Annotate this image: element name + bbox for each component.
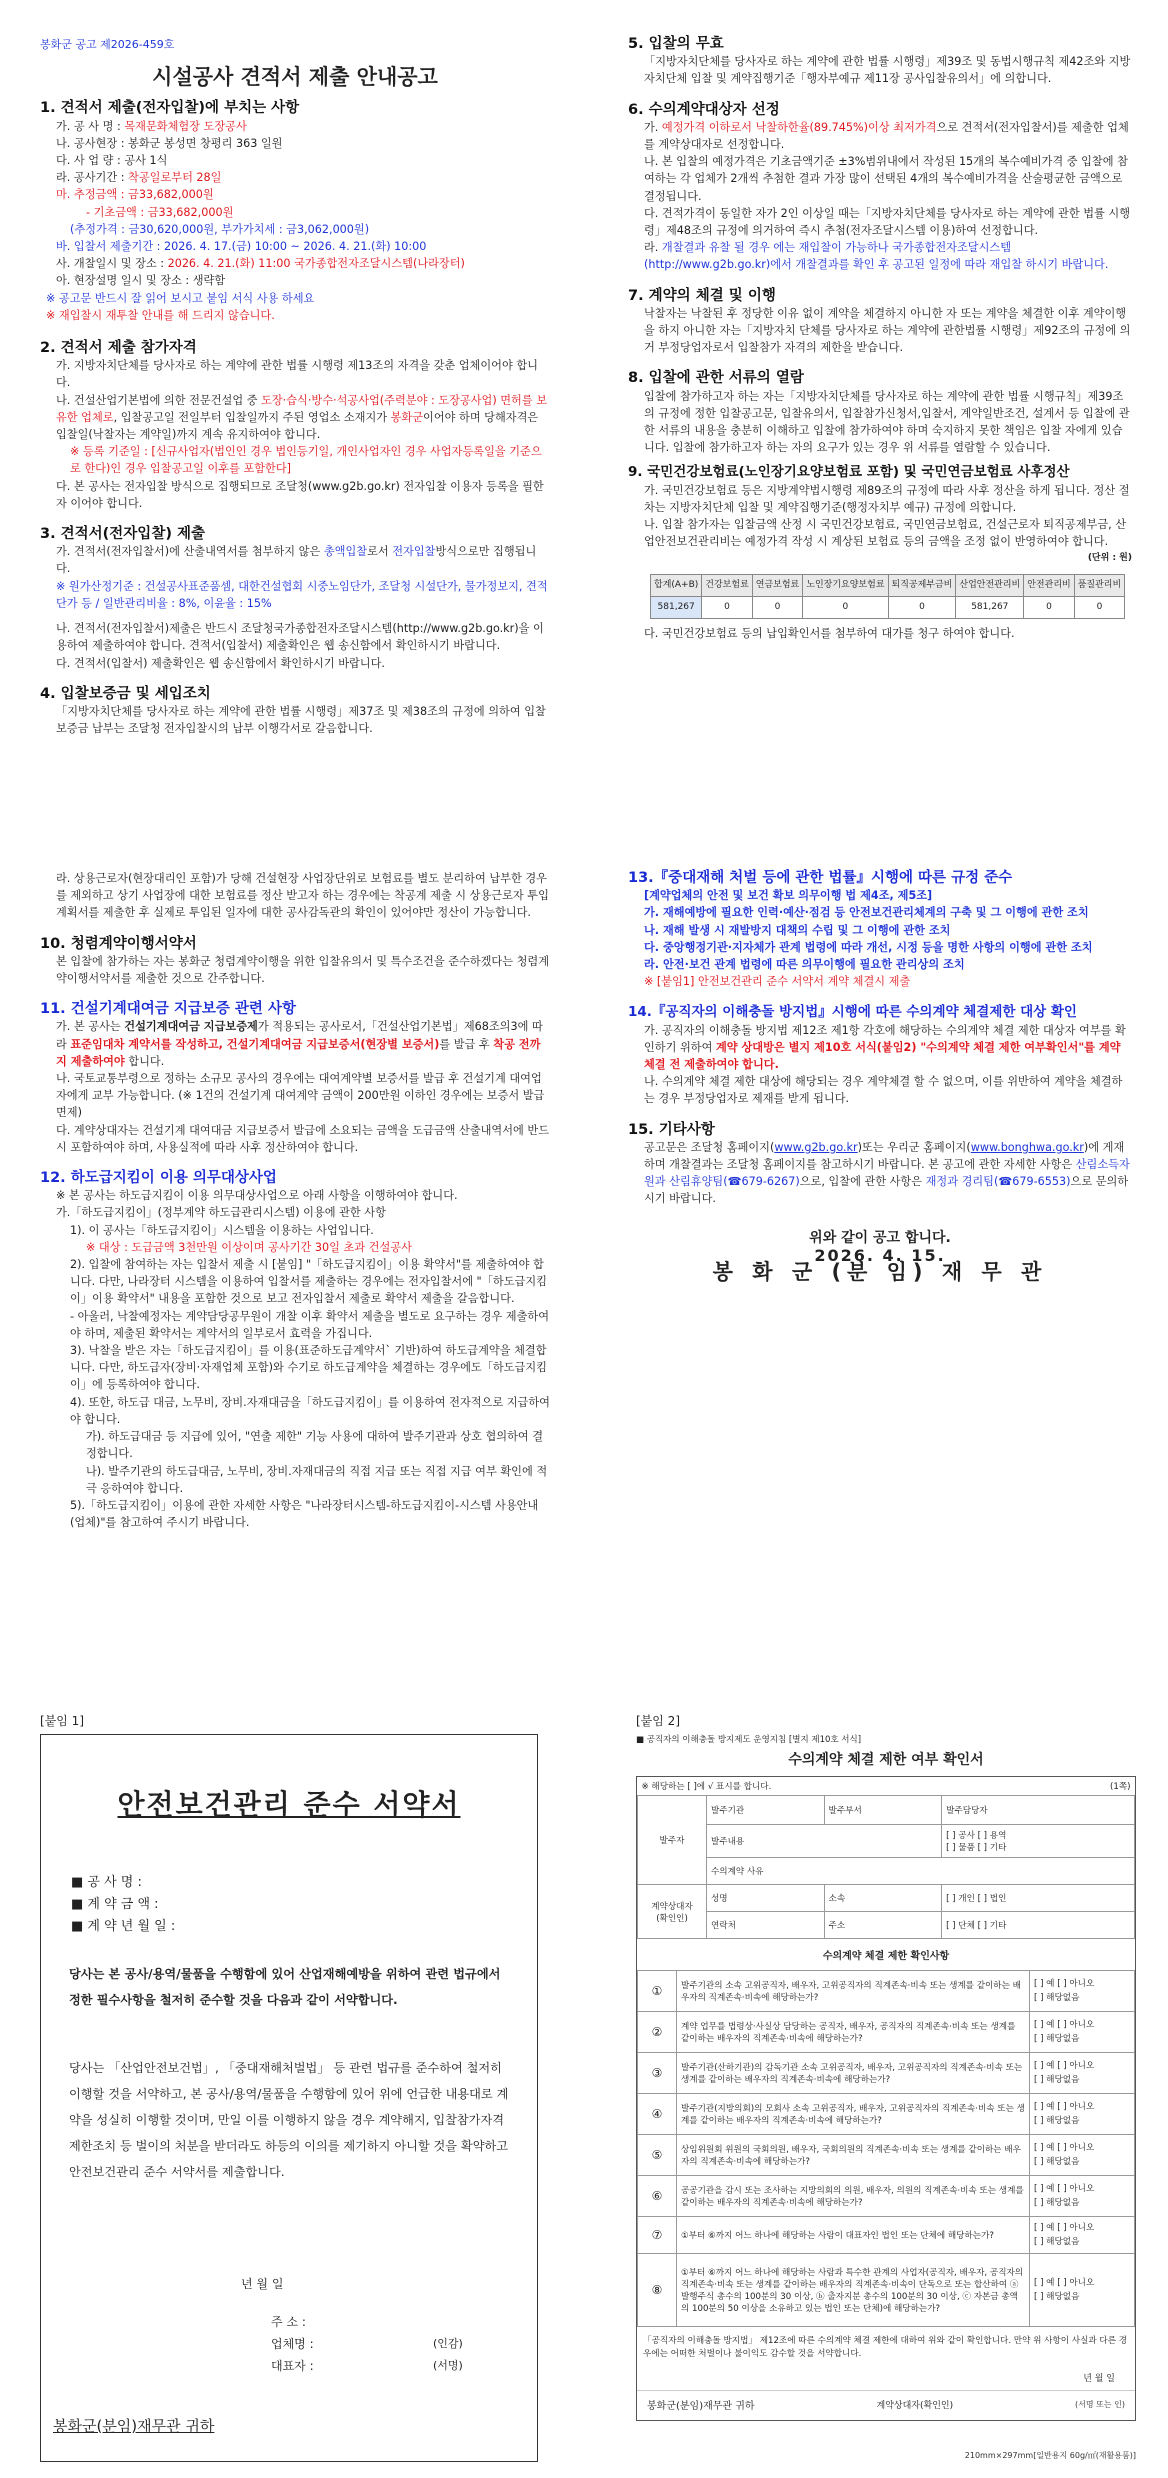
item-text: ①부터 ⑥까지 어느 하나에 해당하는 사람과 특수한 관계의 사업자(공직자, 배우자, 공직자의 직계존속·비속 또는 생계를 같이하는 배우자의 직계존속·비속이 단독으로 또는 합산하여 ⓐ 발행주식 총수의 100분의 30 이상, ⓑ 출자지분 총수의 100분의 30 이상, ⓒ 자본금 총액의 100분의 50 이상을 소유하고 있는 법인 또는 단체)에 해당하는가? [677, 2254, 1030, 2327]
form-header-table [637, 1777, 1135, 1939]
table-cell: 0 [702, 596, 752, 618]
s3-b: 나. 견적서(전자입찰서)제출은 반드시 조달청국가종합전자조달시스템(http://www.g2b.go.kr)을 이용하여 제출하여야 합니다. 견적서(입찰서) 제출확인은 웹 송신함에서 확인하시기 바랍니다. [56, 622, 544, 653]
s1-project-name: 가. 공 사 명 : 목재문화체험장 도장공사 [56, 119, 247, 133]
field-project-name: ■ 공 사 명 : [71, 1875, 142, 1890]
s12-4-ga: 가). 하도급대금 등 지급에 있어, "연출 제한" 기능 사용에 대하여 발주기관과 상호 협의하여 결정합니다. [86, 1430, 544, 1461]
form-recipient: 봉화군(분임)재무관 귀하 [647, 2401, 755, 2412]
table-header-cell: 품질관리비 [1074, 574, 1124, 596]
form-date-line: 년 월 일 [1083, 2374, 1115, 2384]
item-checks[interactable]: [ ] 예 [ ] 아니오 [ ] 해당없음 [1030, 2094, 1135, 2135]
item-checks[interactable]: [ ] 예 [ ] 아니오 [ ] 해당없음 [1030, 2176, 1135, 2217]
section-13-heading: 13.『중대재해 처벌 등에 관한 법률』시행에 따른 규정 준수 [628, 870, 1013, 886]
s2-c: 다. 본 공사는 전자입찰 방식으로 집행되므로 조달청(www.g2b.go.kr) 전자입찰 이용자 등록을 필한 자 이어야 합니다. [56, 479, 544, 510]
s11-a: 가. 본 공사는 건설기계대여금 지급보증제가 적용되는 공사로서,「건설산업기본법」제68조의3에 따라 표준임대차 계약서를 작성하고, 건설기계대여금 지급보증서(현장별 보증서)를 발급 후 착공 전까지 제출하여야 합니다. [56, 1020, 543, 1068]
sign-mark: (서명) [433, 2359, 463, 2372]
insurance-table-header [651, 574, 1125, 596]
s6-b: 나. 본 입찰의 예정가격은 기초금액기준 ±3%범위내에서 작성된 15개의 복수예비가격 중 입찰에 참여하는 각 업체가 2개씩 추첨한 결과 가장 많이 선택된 4개의 복수예비가격을 산술평균한 금액으로 결정됩니다. [644, 155, 1128, 203]
attachment-1-label: [붙임 1] [40, 1714, 84, 1728]
paper-size: 210mm×297mm[일반용지 60g/㎡(재활용품)] [964, 2451, 1136, 2460]
announce-date: 2026. 4. 15. [814, 1245, 946, 1265]
insurance-table-row [651, 596, 1125, 618]
s4-body: 「지방자치단체를 당사자로 하는 계약에 관한 법률 시행령」제37조 및 제38조의 규정에 의하여 입찰보증금 납부는 조달청 전자입찰시의 납부 이행각서로 갈음합니다. [56, 704, 546, 736]
s1-note-forms: ※ 공고문 반드시 잘 읽어 보시고 붙임 서식 사용 하세요 [46, 291, 315, 305]
section-5-heading: 5. 입찰의 무효 [628, 36, 724, 52]
item-text: 공공기관을 감시 또는 조사하는 지방의회의 의원, 배우자, 의원의 직계존속·비속 또는 생계를 같이하는 배우자의 직계존속·비속에 해당하는가? [677, 2176, 1030, 2217]
section-6-heading: 6. 수의계약대상자 선정 [628, 101, 780, 118]
s3-note: ※ 원가산정기준 : 건설공사표준품셈, 대한건설협회 시중노임단가, 조달청 시설단가, 물가정보지, 견적단가 등 / 일반관리비율 : 8%, 이윤율 : 15% [56, 579, 548, 610]
s7-body: 낙찰자는 낙찰된 후 정당한 이유 없이 계약을 체결하지 아니한 자 또는 계약을 체결한 이후 계약이행을 하지 아니한 자는「지방자치 단체를 당사자로 하는 계약에 관한법률 시행령」제92조의 규정에 의거 부정당업자로서 입찰참가 자격의 제한을 받습니다. [644, 306, 1131, 355]
s12-ga: 가.「하도급지킴이」(정부계약 하도급관리시스템) 이용에 관한 사항 [56, 1206, 386, 1220]
item-number: ⑧ [638, 2254, 677, 2327]
table-header-cell: 노인장기요양보험료 [803, 574, 888, 596]
s13-da: 다. 중앙행정기관·지자체가 관계 법령에 따라 개선, 시정 등을 명한 사항의 이행에 관한 조치 [644, 940, 1093, 954]
safety-pledge-form [40, 1734, 538, 2462]
s12-1-note: ※ 대상 : 도급금액 3천만원 이상이며 공사기간 30일 초과 건설공사 [86, 1240, 412, 1254]
s13-ga: 가. 재해예방에 필요한 인력·예산·점검 등 안전보건관리체계의 구축 및 그 이행에 관한 조치 [644, 906, 1089, 920]
contractor-type-checks-2[interactable]: [ ] 단체 [ ] 기타 [942, 1912, 1135, 1939]
s1-site-briefing: 아. 현장설명 일시 및 장소 : 생략함 [56, 274, 226, 288]
page2-left-column [40, 870, 550, 1531]
item-text: 계약 업무를 법령상·사실상 담당하는 공직자, 배우자, 공직자의 직계존속·비속 또는 생계를 같이하는 배우자의 직계존속·비속에 해당하는가? [677, 2012, 1030, 2053]
s9-unit: (단위 : 원) [1087, 553, 1132, 564]
s1-estimate-detail: (추정가격 : 금30,620,000원, 부가가치세 : 금3,062,000원) [70, 222, 370, 236]
page-title: 시설공사 견적서 제출 안내공고 [152, 65, 438, 90]
field-contract-amount: ■ 계 약 금 액 : [71, 1897, 159, 1912]
form-footer [637, 2390, 1135, 2420]
item-number: ③ [638, 2053, 677, 2094]
s12-1: 1). 이 공사는「하도급지킴이」시스템을 이용하는 사업입니다. [70, 1223, 374, 1237]
page2-right-column [628, 870, 1132, 1285]
check-item [638, 2012, 1135, 2053]
s9-d: 라. 상용근로자(현장대리인 포함)가 당해 건설현장 사업장단위로 보험료를 별도 분리하여 납부한 경우를 제외하고 상기 사업장에 대한 보험료를 정산 받고자 하는 경우에는 착공계 제출 시 상용근로자 투입계획서를 제출한 후 실제로 투입된 일자에 대한 공사감독관의 확인이 있어야만 정산이 가능합니다. [56, 872, 549, 920]
item-number: ① [638, 1971, 677, 2012]
section-3-heading: 3. 견적서(전자입찰) 제출 [40, 526, 206, 543]
s11-c: 다. 계약상대자는 건설기계 대여대금 지급보증서 발급에 소요되는 금액을 도급금액 산출내역서에 반드시 포함하여야 하며, 사용실적에 따라 사후 정산하여야 합니다. [56, 1123, 550, 1154]
section-1-heading: 1. 견적서 제출(전자입찰)에 부치는 사항 [40, 100, 300, 117]
table-header-cell: 퇴직공제부금비 [888, 574, 956, 596]
section-9-heading: 9. 국민건강보험료(노인장기요양보험료 포함) 및 국민연금보험료 사후정산 [628, 464, 1070, 481]
orderer-row-3 [638, 1858, 1135, 1885]
item-text: ①부터 ⑥까지 어느 하나에 해당하는 사람이 대표자인 법인 또는 단체에 해당하는가? [677, 2217, 1030, 2254]
s2-a: 가. 지방자치단체를 당사자로 하는 계약에 관한 법률 시행령 제13조의 자격을 갖춘 업체이어야 합니다. [56, 359, 538, 390]
section-8-heading: 8. 입찰에 관한 서류의 열람 [628, 370, 804, 387]
contractor-row-2 [638, 1912, 1135, 1939]
attachment-2-label: [붙임 2] [636, 1714, 680, 1728]
item-number: ⑦ [638, 2217, 677, 2254]
check-item [638, 2094, 1135, 2135]
orderer-org: 발주기관 [707, 1796, 825, 1825]
signer-name: 봉 화 군 (분 임) 재 무 관 [712, 1260, 1048, 1285]
document-number: 봉화군 공고 제2026-459호 [40, 38, 175, 51]
form-reference: ■ 공직자의 이해충돌 방지제도 운영지침 [별지 제10호 서식] [636, 1735, 862, 1745]
s12-2: 2). 입찰에 참여하는 자는 입찰서 제출 시 [붙임] "「하도급지킴이」이용 확약서"를 제출하여야 합니다. 다만, 나라장터 시스템을 이용하여 입찰서를 제출하는 경우에는 전자입찰서에 "「하도급지킴이」이용 확약서" 내용을 포함한 것으로 보고 전자입찰서 제출로 확약서 제출을 갈음합니다. [70, 1258, 547, 1306]
contractor-name: 성명 [707, 1885, 825, 1912]
item-text: 발주기관(산하기관)의 감독기관 소속 고위공직자, 배우자, 고위공직자의 직계존속·비속 또는 생계를 같이하는 배우자의 직계존속·비속에 해당하는가? [677, 2053, 1030, 2094]
s2-note: ※ 등록 기준일 : [신규사업자(법인인 경우 법인등기일, 개인사업자인 경우 사업자등록일을 기준으로 한다)인 경우 입찰공고일 이후를 포함한다] [70, 445, 542, 476]
check-item [638, 2176, 1135, 2217]
item-number: ④ [638, 2094, 677, 2135]
pledge-representative: 대표자 : [271, 2359, 314, 2373]
form-sign-mark: (서명 또는 인) [1075, 2400, 1125, 2409]
section-2-heading: 2. 견적서 제출 참가자격 [40, 340, 197, 357]
s9-a: 가. 국민건강보험료 등은 지방계약법시행령 제89조의 규정에 따라 사후 정산을 하게 됩니다. 정산 절차는 지방자치단체 입찰 및 계약집행기준(행정자치부 예규) 규정에 의합니다. [644, 483, 1130, 514]
item-checks[interactable]: [ ] 예 [ ] 아니오 [ ] 해당없음 [1030, 2135, 1135, 2176]
s12-5: 5).「하도급지킴이」이용에 관한 자세한 사항은 "나라장터시스템-하도급지킴이-시스템 사용안내(업체)"를 참고하여 주시기 바랍니다. [70, 1498, 539, 1530]
table-header-cell: 안전관리비 [1024, 574, 1074, 596]
orderer-manager: 발주담당자 [942, 1796, 1135, 1825]
g2b-link[interactable]: www.g2b.go.kr [774, 1140, 858, 1154]
item-text: 발주기관의 소속 고위공직자, 배우자, 고위공직자의 직계존속·비속 또는 생계를 같이하는 배우자의 직계존속·비속에 해당하는가? [677, 1971, 1030, 2012]
table-header-cell: 산업안전관리비 [956, 574, 1024, 596]
item-checks[interactable]: [ ] 예 [ ] 아니오 [ ] 해당없음 [1030, 2012, 1135, 2053]
s9-c: 다. 국민건강보험료 등의 납입확인서를 첨부하여 대가를 청구 하여야 합니다. [644, 627, 1015, 641]
page-2 [0, 870, 1168, 1700]
page1-left-column [40, 36, 550, 737]
form-note-row [638, 1777, 1135, 1796]
s5-body: 「지방자치단체를 당사자로 하는 계약에 관한 법률 시행령」제39조 및 동법시행규칙 제42조와 지방자치단체 입찰 및 계약집행기준「행자부예규 제11장 공사입찰유의서」에 의합니다. [644, 55, 1131, 86]
attachment-1 [40, 1712, 540, 2472]
table-header-cell: 연금보험료 [752, 574, 802, 596]
s8-body: 입찰에 참가하고자 하는 자는「지방자치단체를 당사자로 하는 계약에 관한 법률 시행규칙」제39조의 규정에 정한 입찰공고문, 입찰유의서, 입찰참가신청서,입찰서, 계약일반조건, 설계서 등 입찰에 관한 서류의 내용을 충분히 이해하고 입찰에 참가하여야 하며 숙지하지 못한 책임은 입찰 자에게 있습니다. 입찰에 참가하고자 하는 자의 요구가 있는 경우 위 서류를 열람할 수 있습니다. [644, 389, 1130, 455]
pledge-recipient: 봉화군(분임)재무관 귀하 [53, 2417, 215, 2435]
s1-site: 나. 공사현장 : 봉화군 봉성면 창평리 363 일원 [56, 136, 283, 150]
section-10-heading: 10. 청렴계약이행서약서 [40, 935, 197, 952]
s1-base-amount: - 기초금액 : 금33,682,000원 [86, 205, 234, 219]
orderer-dept: 발주부서 [824, 1796, 942, 1825]
orderer-checks[interactable]: [ ] 공사 [ ] 용역 [ ] 물품 [ ] 기타 [942, 1825, 1135, 1858]
table-cell: 0 [1024, 596, 1074, 618]
table-cell: 581,267 [956, 596, 1024, 618]
contractor-address: 주소 [824, 1912, 942, 1939]
contractor-org: 소속 [824, 1885, 942, 1912]
check-item [638, 2053, 1135, 2094]
page1-right-column [628, 36, 1132, 642]
orderer-row-2 [638, 1825, 1135, 1858]
section-15-heading: 15. 기타사항 [628, 1121, 715, 1138]
item-text: 상임위원회 위원의 국회의원, 배우자, 국회의원의 직계존속·비속 또는 생계를 같이하는 배우자의 직계존속·비속에 해당하는가? [677, 2135, 1030, 2176]
s6-c: 다. 견적가격이 동일한 자가 2인 이상일 때는「지방자치단체를 당사자로 하는 계약에 관한 법률 시행령」제48조의 규정에 의거하여 즉시 추첨(전자조달시스템 이용)하여 선정합니다. [644, 206, 1131, 238]
contract-reason: 수의계약 사유 [707, 1858, 1135, 1885]
item-checks[interactable]: [ ] 예 [ ] 아니오 [ ] 해당없음 [1030, 2254, 1135, 2327]
s13-na: 나. 재해 발생 시 재발방지 대책의 수립 및 그 이행에 관한 조치 [644, 923, 951, 937]
check-items-table [637, 1970, 1135, 2327]
s6-a: 가. 예정가격 이하로서 낙찰하한율(89.745%)이상 최저가격으로 견적서(전자입찰서)를 제출한 업체를 계약상대자로 선정합니다. [644, 120, 1129, 152]
item-checks[interactable]: [ ] 예 [ ] 아니오 [ ] 해당없음 [1030, 2217, 1135, 2254]
pledge-paragraph-1: 당사는 본 공사/용역/물품을 수행함에 있어 산업재해예방을 위하여 관련 법규에서 정한 필수사항을 철저히 준수할 것을 다음과 같이 서약합니다. [69, 1967, 501, 2007]
form-note: ※ 해당하는 [ ]에 √ 표시를 합니다. [638, 1777, 942, 1796]
item-number: ② [638, 2012, 677, 2053]
table-cell: 581,267 [651, 596, 702, 618]
check-item [638, 2135, 1135, 2176]
s1-estimate: 마. 추정금액 : 금33,682,000원 [56, 188, 214, 202]
item-checks[interactable]: [ ] 예 [ ] 아니오 [ ] 해당없음 [1030, 1971, 1135, 2012]
s12-3: 3). 낙찰을 받은 자는「하도급지킴이」를 이용(표준하도급계약서` 기반)하여 하도급계약을 체결합니다. 다만, 하도급자(장비·자재업체 포함)와 수기로 하도급계약을 체결하는 경우에도「하도급지킴이」에 등록하여야 합니다. [70, 1344, 547, 1392]
s1-opening: 사. 개찰일시 및 장소 : 2026. 4. 21.(화) 11:00 국가종합전자조달시스템(나라장터) [56, 257, 465, 271]
s13-sub: [계약업체의 안전 및 보건 확보 의무이행 법 제4조, 제5조] [644, 889, 933, 903]
s13-note: ※ [붙임1] 안전보건관리 준수 서약서 계약 체결시 제출 [644, 975, 911, 989]
form-title: 수의계약 체결 제한 여부 확인서 [788, 1752, 984, 1768]
s3-c: 다. 견적서(입찰서) 제출확인은 웹 송신함에서 확인하시기 바랍니다. [56, 656, 385, 670]
check-item [638, 2254, 1135, 2327]
conflict-check-form [636, 1776, 1136, 2421]
closing-text: 위와 같이 공고 합니다. [809, 1229, 951, 1246]
table-cell: 0 [888, 596, 956, 618]
s12-note: ※ 본 공사는 하도급지킴이 이용 의무대상사업으로 아래 사항을 이행하여야 합니다. [56, 1189, 458, 1203]
s14-ga: 가. 공직자의 이해충돌 방지법 제12조 제1항 각호에 해당하는 수의계약 체결 제한 대상자 여부를 확인하기 위하여 계약 상대방은 별지 제10호 서식(붙임2) "수의계약 체결 제한 여부확인서"를 계약 체결 전 제출하여야 합니다. [644, 1023, 1126, 1072]
contractor-type-checks[interactable]: [ ] 개인 [ ] 법인 [942, 1885, 1135, 1912]
table-cell: 0 [752, 596, 802, 618]
item-text: 발주기관(지방의회)의 모회사 소속 고위공직자, 배우자, 고위공직자의 직계존속·비속 또는 생계를 같이하는 배우자의 직계존속·비속에 해당하는가? [677, 2094, 1030, 2135]
s1-quantity: 다. 사 업 량 : 공사 1식 [56, 154, 168, 168]
check-item [638, 1971, 1135, 2012]
s12-4-na: 나). 발주기관의 하도급대금, 노무비, 장비.자재대금의 직접 지급 또는 직접 지급 여부 확인에 적극 응하여야 합니다. [86, 1464, 548, 1495]
contractor-contact: 연락처 [707, 1912, 825, 1939]
table-header-cell: 합계(A+B) [651, 574, 702, 596]
s12-2b: - 아울러, 낙찰예정자는 계약담당공무원이 개찰 이후 확약서 제출을 별도로 요구하는 경우 제출하여야 하며, 제출된 확약서는 계약서의 일부로서 효력을 가집니다. [70, 1309, 549, 1340]
pledge-company: 업체명 : [271, 2337, 314, 2351]
s15-body: 공고문은 조달청 홈페이지(www.g2b.go.kr)또는 우리군 홈페이지(www.bonghwa.go.kr)에 게재하며 개찰결과는 조달청 홈페이지를 참고하시기 바랍니다. 본 공고에 관한 자세한 사항은 산림소득자원과 산림휴양팀(☎679-6267)으로, 입찰에 관한 사항은 재정과 경리팀(☎679-6553)으로 문의하시기 바랍니다. [644, 1140, 1130, 1206]
orderer-content: 발주내용 [707, 1825, 942, 1858]
field-contract-date: ■ 계 약 년 월 일 : [71, 1919, 176, 1934]
page-1 [0, 0, 1168, 870]
s14-na: 나. 수의계약 체결 제한 대상에 해당되는 경우 계약체결 할 수 없으며, 이를 위반하여 계약을 체결하는 경우 부정당업자로 제재를 받게 됩니다. [644, 1075, 1123, 1106]
section-11-heading: 11. 건설기계대여금 지급보증 관련 사항 [40, 1001, 296, 1018]
s12-4: 4). 또한, 하도급 대금, 노무비, 장비.자재대금을「하도급지킴이」를 이용하여 전자적으로 지급하여야 합니다. [70, 1395, 550, 1426]
check-section-title: 수의계약 체결 제한 확인사항 [822, 1951, 950, 1962]
section-7-heading: 7. 계약의 체결 및 이행 [628, 287, 776, 304]
s1-note-rebid: ※ 재입찰시 재투찰 안내를 해 드리지 않습니다. [46, 308, 275, 322]
form-signer: 계약상대자(확인인) [876, 2401, 954, 2411]
seal-mark: (인감) [433, 2337, 463, 2350]
contractor-label: 계약상대자 (확인인) [638, 1885, 707, 1939]
s1-bid-period: 바. 입찰서 제출기간 : 2026. 4. 17.(금) 10:00 ~ 2026. 4. 21.(화) 10:00 [56, 240, 427, 254]
section-14-heading: 14.『공직자의 이해충돌 방지법』시행에 따른 수의계약 체결제한 대상 확인 [628, 1004, 1077, 1021]
insurance-table [650, 574, 1125, 619]
orderer-row-1 [638, 1796, 1135, 1825]
table-header-cell: 건강보험료 [702, 574, 752, 596]
s13-ra: 라. 안전·보건 관계 법령에 따른 의무이행에 필요한 관리상의 조치 [644, 958, 965, 972]
pledge-paragraph-2: 당사는 「산업안전보건법」, 「중대재해처벌법」 등 관련 법규를 준수하여 철저히 이행할 것을 서약하고, 본 공사/용역/물품을 수행함에 있어 위에 언급한 내용대로 계약을 성실히 이행할 것이며, 만일 이를 이행하지 않을 경우 계약해지, 입찰참가자격제한조치 등 벌이의 처분을 받더라도 하등의 이의를 제기하지 아니할 것을 확약하고 안전보건관리 준수 서약서를 제출합니다. [69, 2061, 509, 2179]
contractor-row-1 [638, 1885, 1135, 1912]
s11-b: 나. 국토교통부령으로 정하는 소규모 공사의 경우에는 대여계약별 보증서를 발급 후 건설기계 대여업자에게 교부 가능합니다. (※ 1건의 건설기계 대여계약 금액이 200만원 이하인 경우에는 보증서 발급 면제) [56, 1072, 545, 1120]
section-12-heading: 12. 하도급지킴이 이용 의무대상사업 [40, 1170, 277, 1187]
item-number: ⑥ [638, 2176, 677, 2217]
s9-b: 나. 입찰 참가자는 입찰금액 산정 시 국민건강보험료, 국민연금보험료, 건설근로자 퇴직공제부금, 산업안전보건관리비는 예정가격 작성 시 계상된 보험료 등의 금액을 조정 없이 반영하여야 합니다. [644, 518, 1127, 549]
attachment-2 [636, 1712, 1136, 2472]
pledge-date-line: 년 월 일 [241, 2277, 284, 2291]
section-4-heading: 4. 입찰보증금 및 세입조치 [40, 685, 211, 702]
bonghwa-link[interactable]: www.bonghwa.go.kr [970, 1140, 1084, 1154]
item-checks[interactable]: [ ] 예 [ ] 아니오 [ ] 해당없음 [1030, 2053, 1135, 2094]
s6-d: 라. 개찰결과 유찰 될 경우 에는 재입찰이 가능하나 국가종합전자조달시스템(http://www.g2b.go.kr)에서 개찰결과를 확인 후 공고된 일정에 따라 재입찰 하시기 바랍니다. [644, 241, 1109, 272]
table-cell: 0 [1074, 596, 1124, 618]
s3-a: 가. 견적서(전자입찰서)에 산출내역서를 첨부하지 않은 총액입찰로서 전자입찰방식으로만 집행됩니다. [56, 545, 537, 576]
s2-b: 나. 건설산업기본법에 의한 전문건설업 중 도장·습식·방수·석공사업(주력분야 : 도장공사업) 면허를 보유한 업체로, 입찰공고일 전일부터 입찰일까지 주된 영업소 소재지가 봉화군이어야 하며 당해자격은 입찰일(낙찰자는 계약일)까지 계속 유지하여야 합니다. [56, 393, 548, 442]
check-item [638, 2217, 1135, 2254]
pledge-address: 주 소 : [271, 2315, 306, 2329]
orderer-label: 발주자 [638, 1796, 707, 1885]
s1-period: 라. 공사기간 : 착공일로부터 28일 [56, 171, 222, 185]
item-number: ⑤ [638, 2135, 677, 2176]
s10-body: 본 입찰에 참가하는 자는 봉화군 청렴계약이행을 위한 입찰유의서 및 특수조건을 준수하겠다는 청렴계약이행서약서를 제출한 것으로 간주합니다. [56, 954, 550, 986]
pledge-title: 안전보건관리 준수 서약서 [117, 1788, 461, 1821]
table-cell: 0 [803, 596, 888, 618]
form-page: (1쪽) [942, 1777, 1135, 1796]
form-declaration: 「공직자의 이해충돌 방지법」 제12조에 따른 수의계약 체결 제한에 대하여 위와 같이 확인합니다. 만약 위 사항이 사실과 다른 경우에는 어떠한 처벌이나 불이익도 감수할 것을 서약합니다. [643, 2336, 1128, 2359]
